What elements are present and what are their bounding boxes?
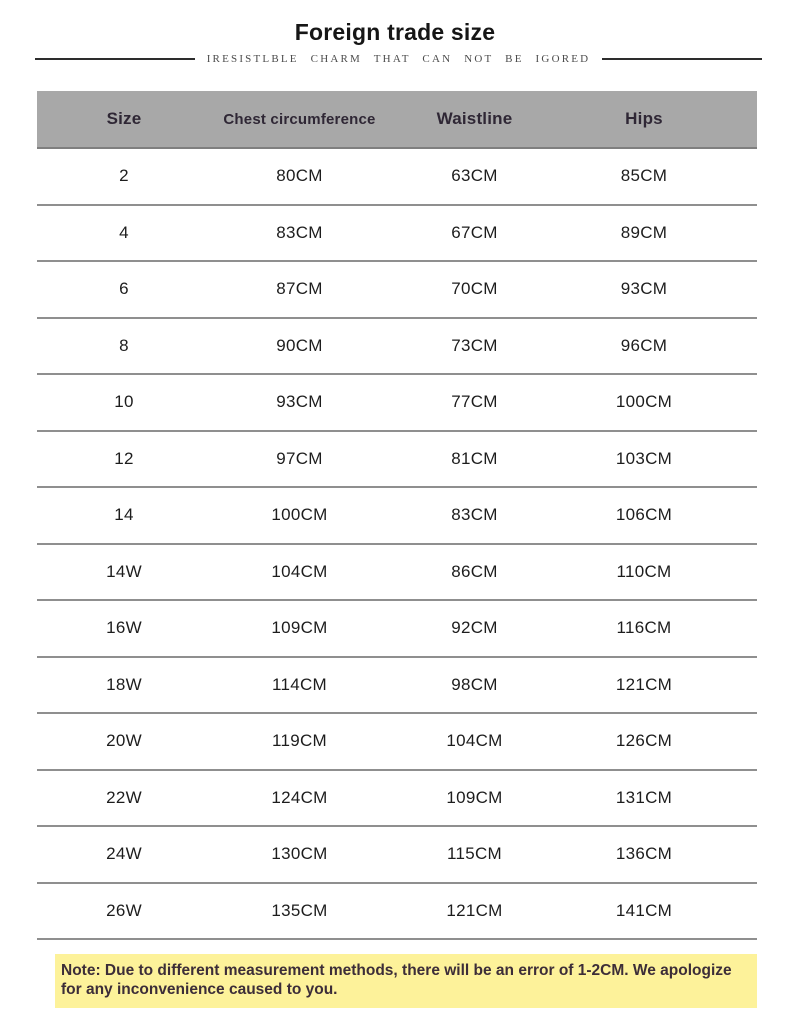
table-cell: 22W <box>106 787 142 807</box>
table-row <box>37 149 757 206</box>
table-cell: 67CM <box>451 222 498 242</box>
table-cell: 100CM <box>615 392 673 412</box>
table-cell: 83CM <box>451 505 498 525</box>
column-header-size: Size <box>106 109 142 128</box>
table-cell: 85CM <box>620 166 668 186</box>
subtitle-left-rule <box>35 58 195 60</box>
table-cell: 109CM <box>271 618 328 638</box>
table-cell: 70CM <box>451 279 498 299</box>
table-row <box>37 375 757 432</box>
table-row <box>37 262 757 319</box>
table-cell: 106CM <box>615 505 673 525</box>
table-cell: 121CM <box>446 900 503 920</box>
table-cell: 83CM <box>276 222 323 242</box>
table-cell: 109CM <box>446 787 503 807</box>
table-cell: 87CM <box>276 279 323 299</box>
table-row <box>37 601 757 658</box>
table-cell: 8 <box>119 335 129 355</box>
note-text: Note: Due to different measurement methods, there will be an error of 1-2CM. We apologize for any inconvenience caused to you. <box>61 962 732 999</box>
table-cell: 81CM <box>451 448 498 468</box>
subtitle-text: IRESISTLBLE CHARM THAT CAN NOT BE IGORED <box>206 53 591 65</box>
table-row <box>37 827 757 884</box>
table-cell: 16W <box>106 618 142 638</box>
table-cell: 80CM <box>276 166 323 186</box>
table-cell: 104CM <box>271 561 328 581</box>
column-header-hips: Hips <box>625 109 663 128</box>
table-cell: 141CM <box>615 900 673 920</box>
table-cell: 130CM <box>271 844 328 864</box>
table-cell: 10 <box>114 392 134 412</box>
table-cell: 131CM <box>615 787 673 807</box>
table-cell: 14W <box>106 561 142 581</box>
size-table <box>37 91 757 940</box>
column-header-chest: Chest circumference <box>223 110 376 128</box>
table-cell: 2 <box>119 166 129 186</box>
table-row <box>37 884 757 941</box>
table-cell: 135CM <box>271 900 328 920</box>
table-cell: 136CM <box>615 844 673 864</box>
table-row <box>37 206 757 263</box>
column-header-waistline: Waistline <box>436 109 513 128</box>
table-cell: 114CM <box>271 674 328 694</box>
table-cell: 20W <box>106 731 142 751</box>
note-banner <box>55 954 757 1008</box>
table-cell: 4 <box>119 222 129 242</box>
table-cell: 116CM <box>616 618 672 638</box>
table-cell: 6 <box>119 279 129 299</box>
table-cell: 124CM <box>271 787 328 807</box>
subtitle-right-rule <box>602 58 762 60</box>
table-cell: 104CM <box>446 731 503 751</box>
table-cell: 92CM <box>451 618 498 638</box>
table-row <box>37 488 757 545</box>
table-cell: 97CM <box>276 448 323 468</box>
table-cell: 63CM <box>451 166 498 186</box>
table-row <box>37 319 757 376</box>
table-cell: 126CM <box>615 731 673 751</box>
table-row <box>37 714 757 771</box>
table-cell: 100CM <box>271 505 328 525</box>
table-cell: 103CM <box>615 448 673 468</box>
table-cell: 73CM <box>451 335 498 355</box>
table-cell: 12 <box>114 448 134 468</box>
table-cell: 77CM <box>451 392 498 412</box>
table-cell: 86CM <box>451 561 498 581</box>
table-cell: 89CM <box>620 222 668 242</box>
table-cell: 90CM <box>276 335 323 355</box>
table-row <box>37 432 757 489</box>
table-cell: 18W <box>106 674 142 694</box>
table-cell: 110CM <box>616 561 672 581</box>
size-table-header-row <box>37 91 757 149</box>
table-cell: 14 <box>114 505 134 525</box>
table-cell: 93CM <box>276 392 323 412</box>
page-title: Foreign trade size <box>294 19 496 45</box>
table-cell: 121CM <box>615 674 673 694</box>
subtitle <box>35 53 762 65</box>
table-row <box>37 771 757 828</box>
table-cell: 115CM <box>446 844 503 864</box>
table-cell: 26W <box>106 900 142 920</box>
size-table-body <box>37 149 757 940</box>
table-cell: 24W <box>106 844 142 864</box>
table-cell: 98CM <box>451 674 498 694</box>
table-row <box>37 658 757 715</box>
table-cell: 93CM <box>620 279 668 299</box>
table-cell: 96CM <box>620 335 668 355</box>
table-row <box>37 545 757 602</box>
table-cell: 119CM <box>271 731 328 751</box>
